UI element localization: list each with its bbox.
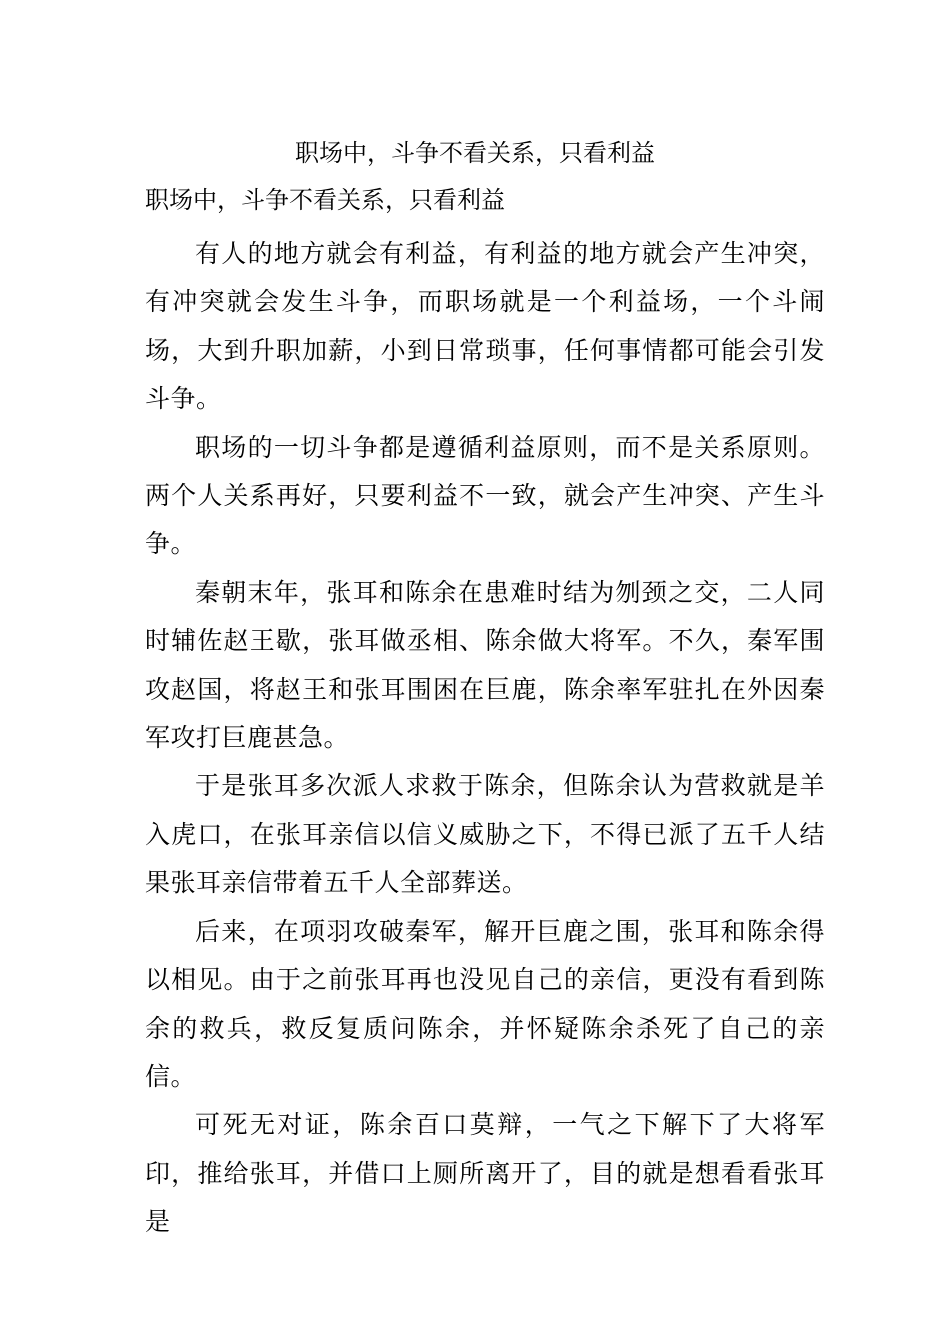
document-body bbox=[145, 230, 825, 1247]
paragraph-1: 有人的地方就会有利益，有利益的地方就会产生冲突，有冲突就会发生斗争，而职场就是一个利益场，一个斗闹场，大到升职加薪，小到日常琐事，任何事情都可能会引发斗争。 bbox=[145, 239, 825, 414]
paragraph-4: 于是张耳多次派人求救于陈余，但陈余认为营救就是羊入虎口，在张耳亲信以信义威胁之下，不得已派了五千人结果张耳亲信带着五千人全部葬送。 bbox=[145, 771, 825, 898]
paragraph-5: 后来，在项羽攻破秦军，解开巨鹿之围，张耳和陈余得以相见。由于之前张耳再也没见自己的亲信，更没有看到陈余的救兵，救反复质问陈余，并怀疑陈余杀死了自己的亲信。 bbox=[145, 916, 825, 1091]
paragraph-2: 职场的一切斗争都是遵循利益原则，而不是关系原则。两个人关系再好，只要利益不一致，就会产生冲突、产生斗争。 bbox=[145, 432, 825, 559]
document-subtitle: 职场中，斗争不看关系，只看利益 bbox=[145, 186, 505, 214]
document-title: 职场中，斗争不看关系，只看利益 bbox=[295, 139, 655, 167]
paragraph-3: 秦朝末年，张耳和陈余在患难时结为刎颈之交，二人同时辅佐赵王歇，张耳做丞相、陈余做大将军。不久，秦军围攻赵国，将赵王和张耳围困在巨鹿，陈余率军驻扎在外因秦军攻打巨鹿甚急。 bbox=[145, 577, 825, 753]
paragraph-6: 可死无对证，陈余百口莫辩，一气之下解下了大将军印，推给张耳，并借口上厕所离开了，目的就是想看看张耳是 bbox=[145, 1110, 825, 1237]
